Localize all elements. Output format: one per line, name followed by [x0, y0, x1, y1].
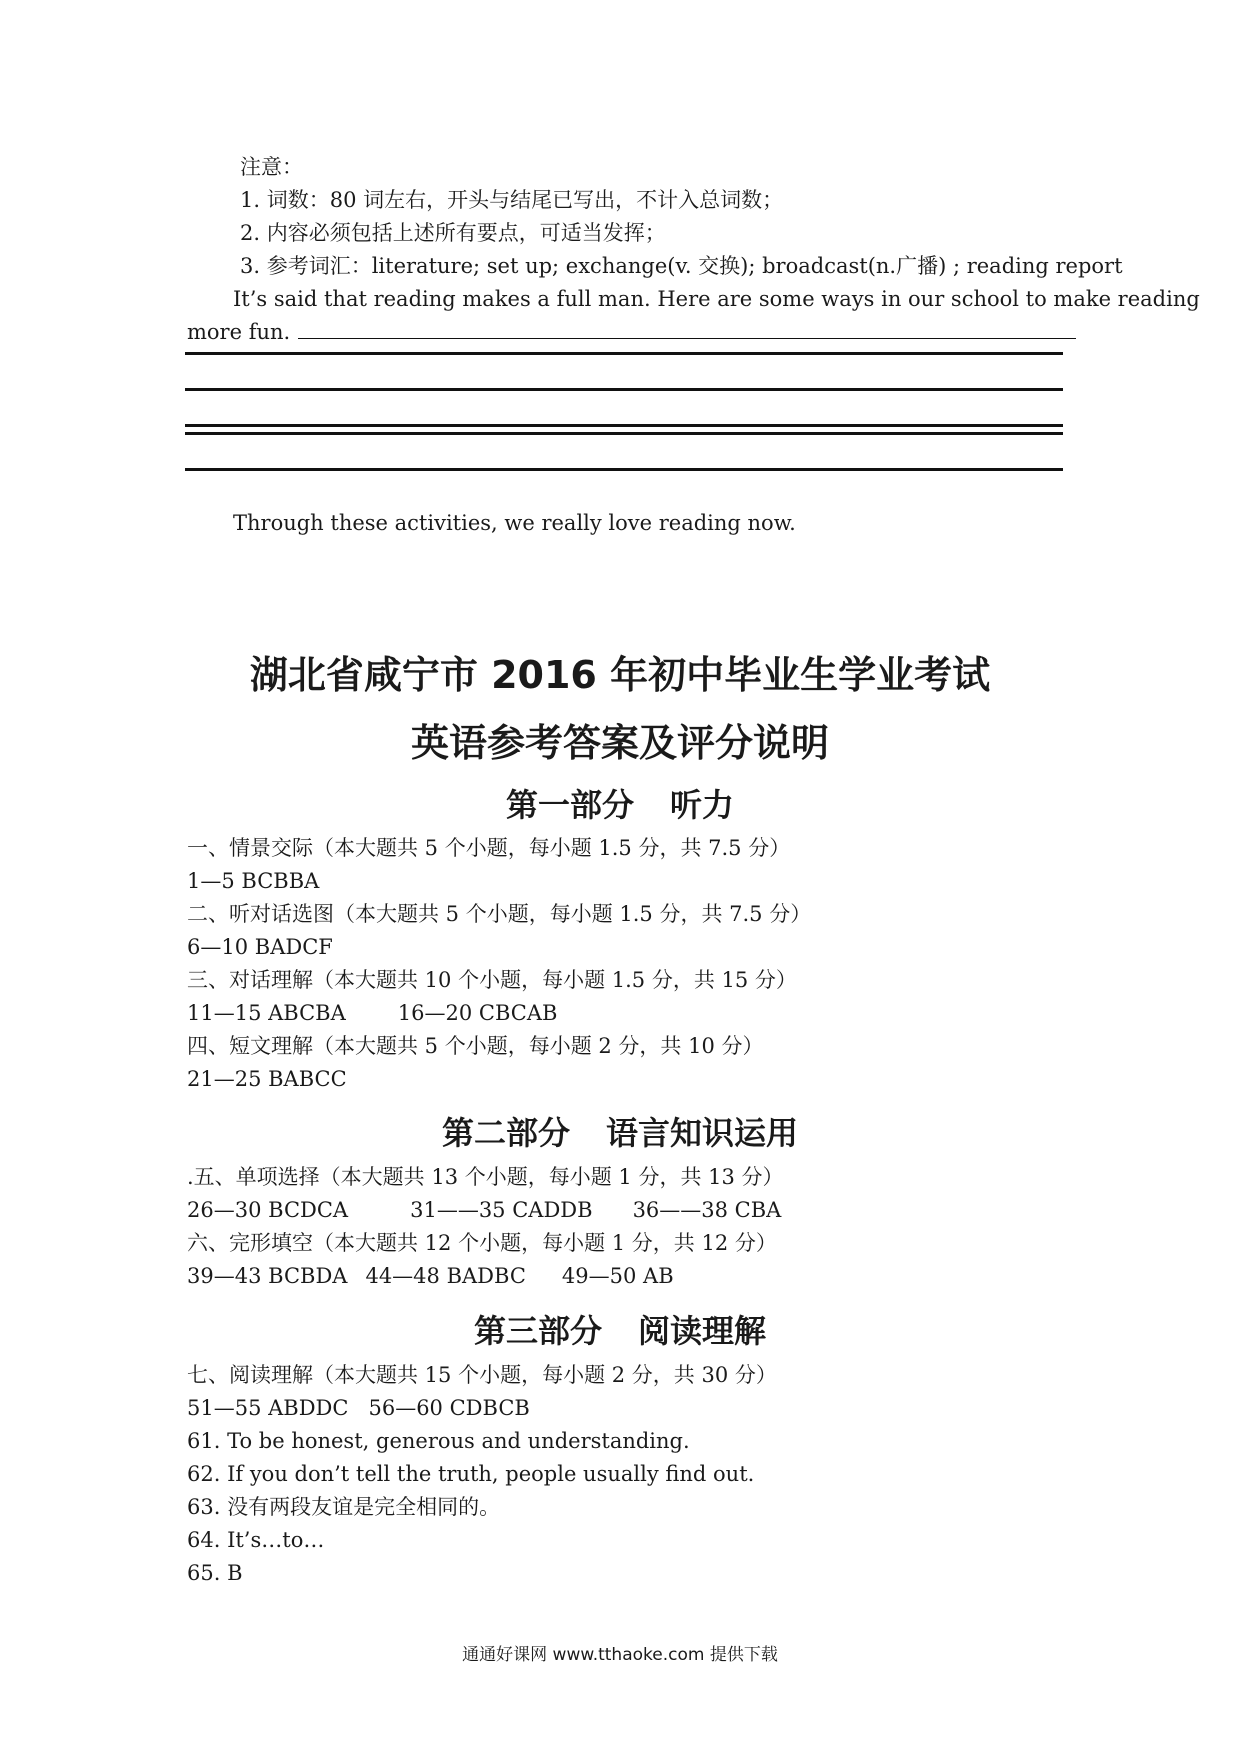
answer-61: 61. To be honest, generous and understanding. — [187, 1429, 690, 1453]
section2-heading: 二、听对话选图（本大题共 5 个小题，每小题 1.5 分，共 7.5 分） — [187, 902, 812, 926]
section5-answers-b: 31——35 CADDB — [410, 1198, 593, 1222]
section7-heading: 七、阅读理解（本大题共 15 个小题，每小题 2 分，共 30 分） — [187, 1363, 777, 1387]
section6-answers-b: 44—48 BADBC — [365, 1264, 526, 1288]
part3-label: 第三部分 — [473, 1312, 602, 1350]
note-item-3: 3. 参考词汇：literature; set up; exchange(v. 交换); broadcast(n.广播) ; reading report — [240, 254, 1123, 278]
section7-answers — [187, 1393, 530, 1423]
part1-name: 听力 — [670, 786, 735, 824]
fill-in-line — [298, 318, 1076, 339]
section1-answers: 1—5 BCBBA — [187, 869, 320, 893]
answer-key-title-line1: 湖北省咸宁市 2016 年初中毕业生学业考试 — [249, 653, 991, 697]
section4-answers: 21—25 BABCC — [187, 1067, 347, 1091]
section7-answers-a: 51—55 ABDDC — [187, 1396, 349, 1420]
section4-heading: 四、短文理解（本大题共 5 个小题，每小题 2 分，共 10 分） — [187, 1034, 764, 1058]
essay-closing: Through these activities, we really love reading now. — [233, 511, 796, 535]
section5-answers — [187, 1195, 781, 1225]
section3-heading: 三、对话理解（本大题共 10 个小题，每小题 1.5 分，共 15 分） — [187, 968, 797, 992]
part2-name: 语言知识运用 — [606, 1114, 799, 1152]
part3-name: 阅读理解 — [638, 1312, 767, 1350]
part3-heading — [0, 1306, 1240, 1352]
writing-line-3 — [185, 424, 1063, 427]
section6-answers — [187, 1261, 674, 1291]
answer-63: 63. 没有两段友谊是完全相同的。 — [187, 1495, 501, 1519]
notes-heading: 注意： — [240, 155, 303, 179]
part1-label: 第一部分 — [505, 786, 634, 824]
section2-answers: 6—10 BADCF — [187, 935, 333, 959]
part2-label: 第二部分 — [441, 1114, 570, 1152]
answer-key-title-line2: 英语参考答案及评分说明 — [410, 721, 829, 765]
essay-opening-text: more fun. — [187, 320, 291, 344]
section7-answers-b: 56—60 CDBCB — [368, 1396, 530, 1420]
section3-answers-a: 11—15 ABCBA — [187, 1001, 346, 1025]
part2-heading — [0, 1108, 1240, 1154]
writing-line-4 — [185, 432, 1063, 435]
part1-heading — [0, 780, 1240, 826]
essay-opening-line2 — [187, 317, 1076, 347]
answer-62: 62. If you don’t tell the truth, people usually find out. — [187, 1462, 755, 1486]
answer-64: 64. It’s…to… — [187, 1528, 325, 1552]
writing-line-5 — [185, 468, 1063, 471]
section3-answers-b: 16—20 CBCAB — [397, 1001, 558, 1025]
answer-65: 65. B — [187, 1561, 243, 1585]
section5-answers-c: 36——38 CBA — [632, 1198, 782, 1222]
writing-line-2 — [185, 388, 1063, 391]
page-footer: 通通好课网 www.tthaoke.com 提供下载 — [462, 1645, 778, 1665]
note-item-1: 1. 词数：80 词左右，开头与结尾已写出，不计入总词数； — [240, 188, 784, 212]
section5-answers-a: 26—30 BCDCA — [187, 1198, 349, 1222]
section1-heading: 一、情景交际（本大题共 5 个小题，每小题 1.5 分，共 7.5 分） — [187, 836, 791, 860]
note-item-2: 2. 内容必须包括上述所有要点，可适当发挥； — [240, 221, 666, 245]
section6-answers-a: 39—43 BCBDA — [187, 1264, 348, 1288]
section6-heading: 六、完形填空（本大题共 12 个小题，每小题 1 分，共 12 分） — [187, 1231, 777, 1255]
essay-opening-line1: It’s said that reading makes a full man. Here are some ways in our school to make reading — [233, 287, 1200, 311]
section5-heading: .五、单项选择（本大题共 13 个小题，每小题 1 分，共 13 分） — [187, 1165, 784, 1189]
writing-line-1 — [185, 352, 1063, 355]
section6-answers-c: 49—50 AB — [561, 1264, 674, 1288]
section3-answers — [187, 998, 557, 1028]
